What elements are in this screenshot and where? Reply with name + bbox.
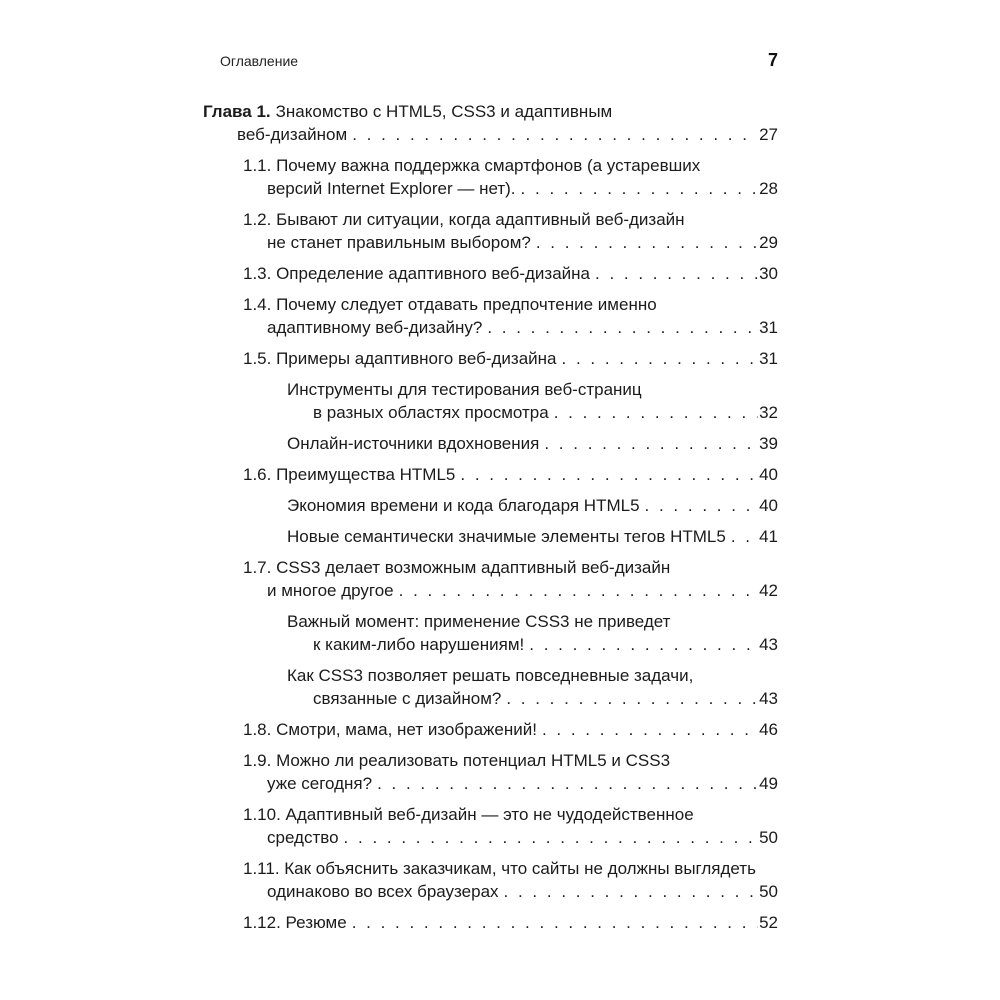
page-header xyxy=(203,50,778,71)
toc-entry-text xyxy=(267,880,499,903)
toc-entry-line xyxy=(203,463,778,486)
running-title: Оглавление xyxy=(220,53,299,69)
toc-entry-title: Инструменты для тестирования веб-страниц xyxy=(287,380,642,399)
toc-entry-title: 1.2. Бывают ли ситуации, когда адаптивный веб-дизайн xyxy=(243,210,685,229)
toc-entry-line xyxy=(203,262,778,285)
toc-entry-text xyxy=(287,432,539,455)
toc-entry-title: 1.12. Резюме xyxy=(243,913,347,932)
toc-entry xyxy=(203,463,778,486)
toc-entry-line xyxy=(203,803,778,826)
toc-entry-text xyxy=(243,156,700,175)
toc-entry-page-number: 49 xyxy=(759,774,778,793)
toc-entry xyxy=(203,100,778,146)
toc-entry-line xyxy=(203,687,778,710)
toc-entry-line xyxy=(203,231,778,254)
toc-entry-title: 1.6. Преимущества HTML5 xyxy=(243,465,456,484)
toc-entry-line xyxy=(203,494,778,517)
toc-entry-text xyxy=(267,316,482,339)
toc-entry-line xyxy=(203,123,778,146)
toc-entry-text xyxy=(243,210,685,229)
toc-entry xyxy=(203,293,778,339)
dot-leader xyxy=(455,463,758,486)
toc-entry-title: версий Internet Explorer — нет). xyxy=(267,179,516,198)
toc-entry-line xyxy=(203,177,778,200)
toc-entry-text xyxy=(237,123,347,146)
toc-entry-line xyxy=(203,347,778,370)
toc-entry-text xyxy=(243,859,756,878)
toc-entry-text xyxy=(243,911,347,934)
toc-entry-text xyxy=(267,579,394,602)
toc-entry-title: 1.10. Адаптивный веб-дизайн — это не чудодейственное xyxy=(243,805,694,824)
toc-entry-title: 1.3. Определение адаптивного веб-дизайна xyxy=(243,264,590,283)
toc-entry-page-number: 28 xyxy=(759,179,778,198)
toc-entry-line xyxy=(203,911,778,934)
chapter-label: Глава 1. xyxy=(203,102,271,121)
toc-entry-line xyxy=(203,633,778,656)
toc-entry-line xyxy=(203,556,778,579)
dot-leader xyxy=(339,826,759,849)
dot-leader xyxy=(549,401,758,424)
dot-leader xyxy=(557,347,759,370)
toc-entry-line xyxy=(203,610,778,633)
toc-entry xyxy=(203,803,778,849)
dot-leader xyxy=(516,177,759,200)
toc-entry-text xyxy=(287,666,693,685)
toc-entry-text xyxy=(313,633,524,656)
toc-entry-text xyxy=(287,525,726,548)
toc-entry-text xyxy=(243,751,670,770)
toc-entry-title: к каким-либо нарушениям! xyxy=(313,635,525,654)
toc-entry-page-number: 27 xyxy=(759,125,778,144)
toc-entry-page-number: 43 xyxy=(759,635,778,654)
toc-entry xyxy=(203,494,778,517)
toc-entry xyxy=(203,208,778,254)
toc-entry xyxy=(203,525,778,548)
toc-entry-text xyxy=(287,494,640,517)
toc-entry-page-number: 32 xyxy=(759,403,778,422)
toc-entry xyxy=(203,556,778,602)
toc-entry-title: адаптивному веб-дизайну? xyxy=(267,318,483,337)
toc-entry-page-number: 46 xyxy=(759,720,778,739)
toc-entry-line xyxy=(203,432,778,455)
toc-list xyxy=(203,100,778,942)
toc-entry-line xyxy=(203,378,778,401)
toc-entry-line xyxy=(203,579,778,602)
toc-entry-title: 1.1. Почему важна поддержка смартфонов (а устаревших xyxy=(243,156,701,175)
toc-entry-line xyxy=(203,316,778,339)
toc-entry-title: веб-дизайном xyxy=(237,125,348,144)
toc-entry-text xyxy=(267,826,339,849)
dot-leader xyxy=(539,432,758,455)
toc-entry-title: 1.7. CSS3 делает возможным адаптивный веб-дизайн xyxy=(243,558,671,577)
dot-leader xyxy=(726,525,758,548)
toc-entry-title: 1.11. Как объяснить заказчикам, что сайты не должны выглядеть xyxy=(243,859,756,878)
toc-entry-title: связанные с дизайном? xyxy=(313,689,502,708)
toc-entry-line xyxy=(203,525,778,548)
toc-entry-line xyxy=(203,772,778,795)
toc-entry-title: Знакомство с HTML5, CSS3 и адаптивным xyxy=(275,102,613,121)
dot-leader xyxy=(499,880,759,903)
toc-entry-title: уже сегодня? xyxy=(267,774,373,793)
toc-entry-line xyxy=(203,100,778,123)
toc-entry-title: 1.9. Можно ли реализовать потенциал HTML5 и CSS3 xyxy=(243,751,671,770)
dot-leader xyxy=(537,718,758,741)
toc-entry-page-number: 40 xyxy=(759,496,778,515)
toc-entry-text xyxy=(243,347,557,370)
toc-entry-title: 1.4. Почему следует отдавать предпочтение именно xyxy=(243,295,657,314)
toc-entry-text xyxy=(267,177,516,200)
toc-entry-line xyxy=(203,749,778,772)
toc-entry-title: не станет правильным выбором? xyxy=(267,233,531,252)
toc-entry-text xyxy=(267,231,531,254)
toc-entry-page-number: 31 xyxy=(759,318,778,337)
toc-entry-line xyxy=(203,208,778,231)
dot-leader xyxy=(372,772,758,795)
toc-entry-line xyxy=(203,857,778,880)
toc-entry-page-number: 29 xyxy=(759,233,778,252)
toc-entry-page-number: 43 xyxy=(759,689,778,708)
toc-entry-title: средство xyxy=(267,828,339,847)
toc-entry-text xyxy=(267,772,372,795)
toc-entry xyxy=(203,664,778,710)
toc-entry-page-number: 41 xyxy=(759,527,778,546)
toc-entry-line xyxy=(203,293,778,316)
toc-entry-line xyxy=(203,664,778,687)
toc-entry-text xyxy=(287,612,670,631)
toc-entry-line xyxy=(203,880,778,903)
toc-entry-line xyxy=(203,401,778,424)
dot-leader xyxy=(394,579,758,602)
header-page-number: 7 xyxy=(767,50,778,70)
toc-entry-text xyxy=(243,558,670,577)
toc-entry-title: Новые семантически значимые элементы тегов HTML5 xyxy=(287,527,726,546)
toc-entry-page-number: 42 xyxy=(759,581,778,600)
toc-entry-page-number: 30 xyxy=(759,264,778,283)
toc-entry-text xyxy=(243,295,657,314)
dot-leader xyxy=(501,687,758,710)
toc-entry-text xyxy=(203,102,612,121)
dot-leader xyxy=(590,262,758,285)
toc-entry xyxy=(203,857,778,903)
toc-entry-page-number: 39 xyxy=(759,434,778,453)
toc-entry-page-number: 31 xyxy=(759,349,778,368)
toc-entry-text xyxy=(313,687,501,710)
toc-entry-page-number: 52 xyxy=(759,913,778,932)
toc-entry-page-number: 50 xyxy=(759,882,778,901)
toc-entry-title: 1.8. Смотри, мама, нет изображений! xyxy=(243,720,537,739)
toc-entry-line xyxy=(203,154,778,177)
toc-entry xyxy=(203,432,778,455)
toc-entry-title: одинаково во всех браузерах xyxy=(267,882,499,901)
toc-entry xyxy=(203,262,778,285)
toc-entry-title: Онлайн-источники вдохновения xyxy=(287,434,540,453)
toc-entry xyxy=(203,347,778,370)
toc-entry-title: и многое другое xyxy=(267,581,394,600)
toc-entry-text xyxy=(243,718,537,741)
toc-entry xyxy=(203,911,778,934)
toc-entry-title: Экономия времени и кода благодаря HTML5 xyxy=(287,496,640,515)
toc-entry-title: 1.5. Примеры адаптивного веб-дизайна xyxy=(243,349,557,368)
toc-entry-line xyxy=(203,718,778,741)
toc-entry xyxy=(203,610,778,656)
dot-leader xyxy=(640,494,759,517)
dot-leader xyxy=(531,231,758,254)
toc-entry-page-number: 40 xyxy=(759,465,778,484)
toc-entry-text xyxy=(287,380,642,399)
toc-entry xyxy=(203,378,778,424)
dot-leader xyxy=(524,633,758,656)
dot-leader xyxy=(347,123,758,146)
toc-entry xyxy=(203,154,778,200)
toc-entry-text xyxy=(313,401,549,424)
dot-leader xyxy=(347,911,758,934)
toc-entry-text xyxy=(243,262,590,285)
toc-entry-title: Как CSS3 позволяет решать повседневные задачи, xyxy=(287,666,694,685)
dot-leader xyxy=(482,316,758,339)
toc-entry-title: в разных областях просмотра xyxy=(313,403,549,422)
toc-entry-text xyxy=(243,805,694,824)
toc-entry-page-number: 50 xyxy=(759,828,778,847)
toc-entry-title: Важный момент: применение CSS3 не приведет xyxy=(287,612,671,631)
toc-entry-line xyxy=(203,826,778,849)
toc-entry xyxy=(203,718,778,741)
toc-entry xyxy=(203,749,778,795)
toc-entry-text xyxy=(243,463,455,486)
